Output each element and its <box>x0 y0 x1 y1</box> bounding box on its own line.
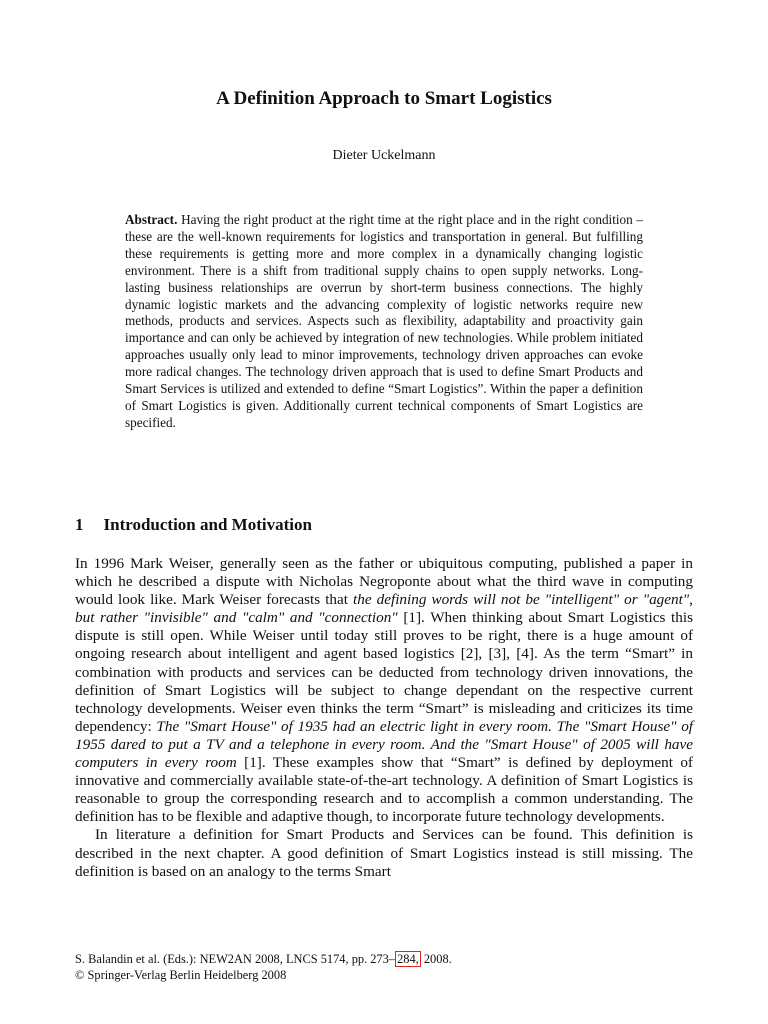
author-name: Dieter Uckelmann <box>332 148 436 163</box>
section-number: 1 <box>75 515 84 534</box>
paragraph-1-part-1: In 1996 Mark Weiser, generally seen as the father or ubiquitous computing, published a paper in which he described a dispute with Nicholas Negroponte about what the third wave in computing would look like. Mark Weiser forecasts that <box>75 555 693 609</box>
section-heading <box>75 515 312 535</box>
paragraph-1-part-3: [1]. These examples show that “Smart” is defined by deployment of innovative and commercially available state-of-the-art technology. A definition of Smart Logistics is reasonable to group the corresponding research and to accomplish a common understanding. The definition has to be flexible and adaptive though, to incorporate future technology developments. <box>75 754 693 826</box>
abstract <box>125 212 643 432</box>
abstract-label: Abstract. <box>125 212 178 227</box>
body-text <box>75 555 693 881</box>
abstract-text: Having the right product at the right time at the right place and in the right condition – these are the well-known requirements for logistics and transportation in general. But fulfilling these requirements is getting more and more complex in a dynamically changing logistic environment. There is a shift from traditional supply chains to open supply networks. Long-lasting business relationships are overrun by short-term business connections. The highly dynamic logistic markets and the advancing complexity of logistic networks require new methods, products and services. Aspects such as flexibility, adaptability and proactivity gain importance and can only be achieved by integration of new technologies. While problem initiated approaches usually only lead to minor improvements, technology driven approaches can evoke more radical changes. The technology driven approach that is used to define Smart Products and Smart Services is utilized and extended to define “Smart Logistics”. Within the paper a definition of Smart Logistics is given. Additionally current technical components of Smart Logistics are specified. <box>125 212 643 430</box>
highlighted-page-number: 284, <box>397 952 419 966</box>
citation-suffix: 2008. <box>420 952 452 966</box>
paragraph-2: In literature a definition for Smart Products and Services can be found. This definition is described in the next chapter. A good definition of Smart Logistics instead is still missing. The definition is based on an analogy to the terms Smart <box>75 826 693 880</box>
paragraph-1 <box>75 555 693 826</box>
footer <box>75 952 693 983</box>
citation-line <box>75 952 693 968</box>
copyright-line: © Springer-Verlag Berlin Heidelberg 2008 <box>75 967 287 982</box>
weiser-quote-1: the defining words will not be "intelligent" or "agent", but rather "invisible" and "calm" and "connection" <box>75 591 693 627</box>
citation-prefix: S. Balandin et al. (Eds.): NEW2AN 2008, LNCS 5174, pp. 273– <box>75 952 396 966</box>
paper-title: A Definition Approach to Smart Logistics <box>216 88 552 109</box>
paragraph-1-part-2: [1]. When thinking about Smart Logistics this dispute is still open. While Weiser until today still proves to be right, there is a huge amount of ongoing research about intelligent and agent based logistics [2], [3], [4]. As the term “Smart” in combination with products and services can be deducted from technology driven innovations, the definition of Smart Logistics will be subject to change dependant on the respective current technology developments. Weiser even thinks the term “Smart” is misleading and criticizes its time dependency: <box>75 609 693 735</box>
section-title: Introduction and Motivation <box>103 515 312 534</box>
weiser-quote-2: The "Smart House" of 1935 had an electric light in every room. The "Smart House" of 1955 dared to put a TV and a telephone in every room. And the "Smart House" of 2005 will have computers in every room <box>75 717 694 772</box>
